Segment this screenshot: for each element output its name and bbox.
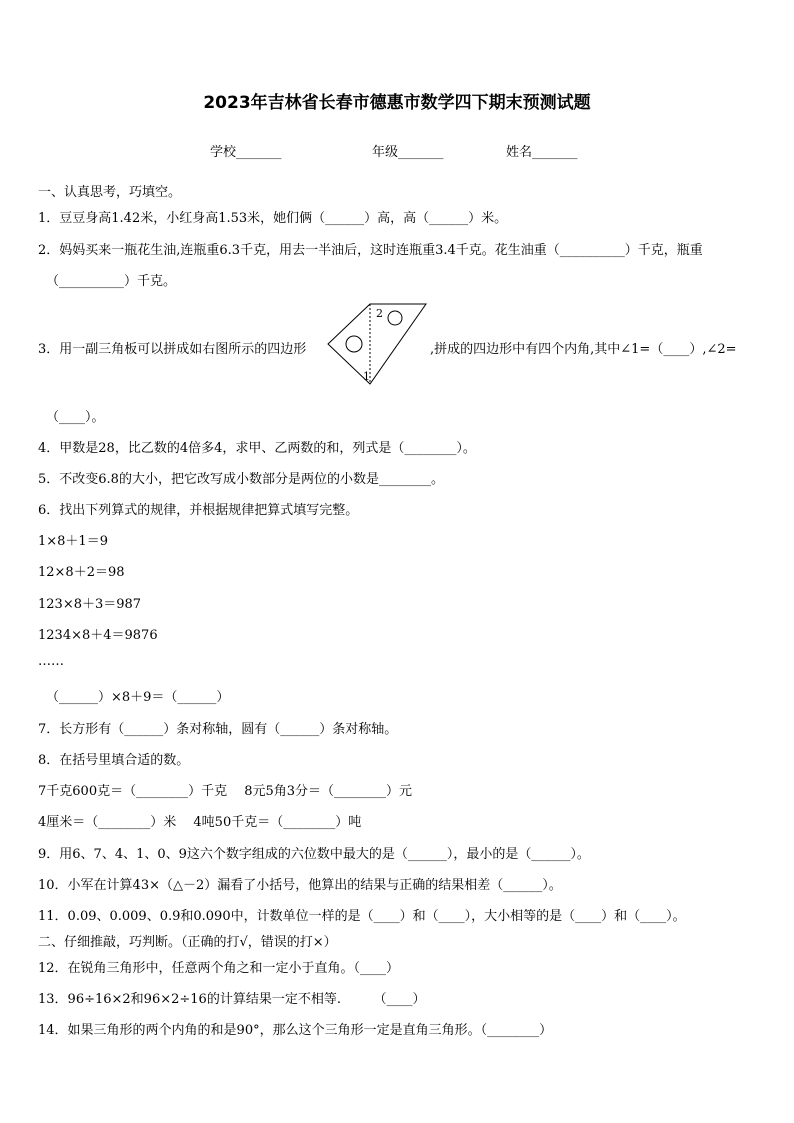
quadrilateral-figure: [325, 300, 429, 388]
q6-line-3: 123×8＋3＝987: [38, 597, 142, 612]
question-14: 14．如果三角形的两个内角的和是90°，那么这个三角形一定是直角三角形。（________）: [38, 1023, 553, 1038]
question-10: 10．小军在计算43×（△－2）漏看了小括号，他算出的结果与正确的结果相差（______）。: [38, 878, 562, 893]
question-9: 9．用6、7、4、1、0、9这六个数字组成的六位数中最大的是（______），最小的是（______）。: [38, 847, 590, 862]
q6-ellipsis: ……: [38, 654, 64, 669]
question-3-cont: ,拼成的四边形中有四个内角,其中∠1=（____）,∠2=: [430, 342, 737, 357]
question-8: 8．在括号里填合适的数。: [38, 753, 190, 768]
question-7: 7．长方形有（______）条对称轴，圆有（______）条对称轴。: [38, 722, 398, 737]
question-12: 12．在锐角三角形中，任意两个角之和一定小于直角。（____）: [38, 961, 400, 976]
question-6: 6．找出下列算式的规律，并根据规律把算式填写完整。: [38, 503, 359, 518]
question-8-b: 4厘米＝（________）米 4吨50千克＝（________）吨: [38, 815, 362, 830]
grade-field: 年级_______: [372, 145, 444, 160]
section-2-heading: 二、仔细推敲，巧判断。（正确的打√，错误的打×）: [38, 935, 337, 950]
page-title: 2023年吉林省长春市德惠市数学四下期末预测试题: [203, 93, 591, 113]
angle-2-label: 2: [376, 307, 383, 320]
question-1: 1．豆豆身高1.42米，小红身高1.53米，她们俩（______）高，高（______）米。: [38, 211, 508, 226]
question-3: 3．用一副三角板可以拼成如右图所示的四边形: [38, 342, 307, 357]
q6-line-2: 12×8＋2＝98: [38, 565, 125, 580]
question-13: 13．96÷16×2和96×2÷16的计算结果一定不相等. （____）: [38, 992, 426, 1007]
question-3-end: （____）。: [46, 410, 105, 425]
question-11: 11．0.09、0.009、0.9和0.090中，计数单位一样的是（____）和（____），大小相等的是（____）和（____）。: [38, 909, 686, 924]
q6-answer-line: （______）×8＋9＝（______）: [46, 690, 230, 705]
question-8-a: 7千克600克＝（________）千克 8元5角3分＝（________）元: [38, 784, 413, 799]
name-field: 姓名_______: [506, 145, 578, 160]
question-2-cont: （__________）千克。: [46, 274, 177, 289]
q6-line-1: 1×8＋1＝9: [38, 534, 108, 549]
question-5: 5．不改变6.8的大小，把它改写成小数部分是两位的小数是________。: [38, 472, 444, 487]
section-1-heading: 一、认真思考，巧填空。: [38, 185, 182, 200]
school-field: 学校_______: [210, 145, 282, 160]
question-2: 2．妈妈买来一瓶花生油,连瓶重6.3千克，用去一半油后，这时连瓶重3.4千克。花生油重（__________）千克，瓶重: [38, 243, 703, 258]
angle-1-label: 1: [363, 370, 370, 383]
q6-line-4: 1234×8＋4＝9876: [38, 628, 158, 643]
question-4: 4．甲数是28，比乙数的4倍多4，求甲、乙两数的和，列式是（________）。: [38, 441, 476, 456]
